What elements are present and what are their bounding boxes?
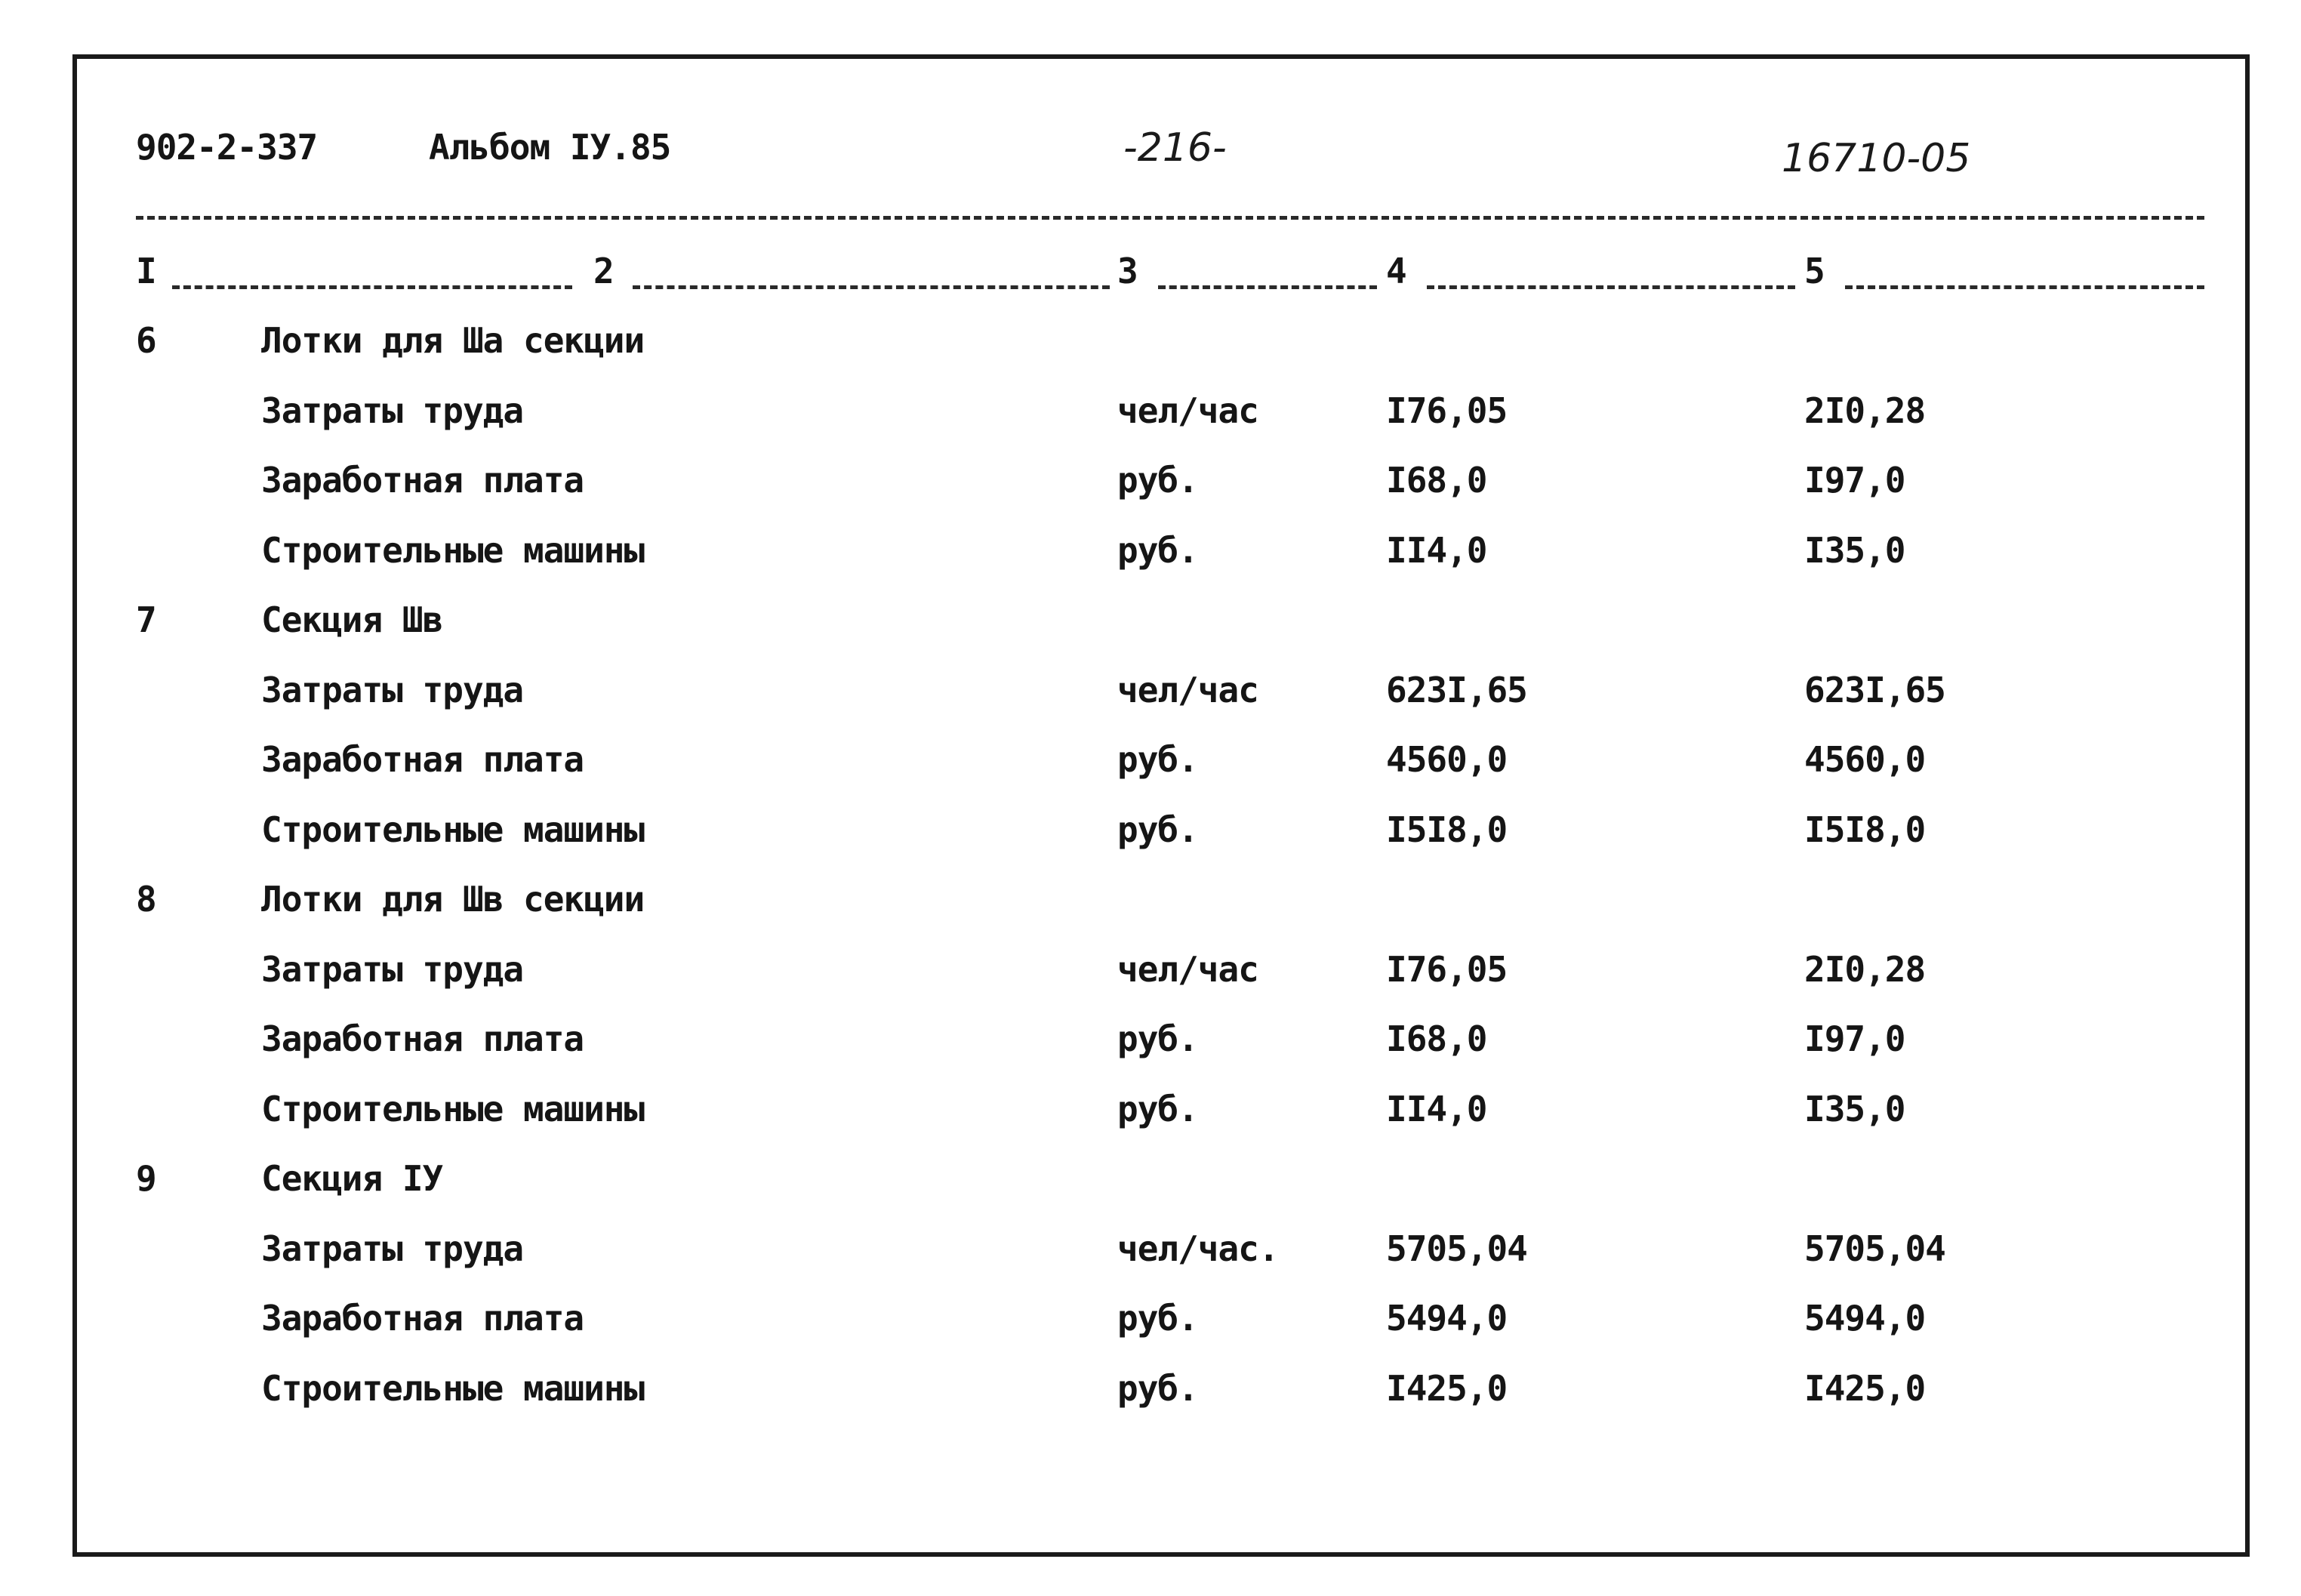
row-number: 8 [136,879,156,920]
row-value-col4: 4560,0 [1386,739,1508,780]
row-value-col5: 5494,0 [1804,1298,1926,1339]
row-unit: руб. [1117,460,1198,501]
row-value-col4: I76,05 [1386,948,1508,990]
row-unit: чел/час [1117,948,1258,990]
row-number: 6 [136,320,156,361]
row-unit: руб. [1117,1018,1198,1059]
col-dash-2 [633,285,1110,289]
row-value-col5: I425,0 [1804,1367,1926,1409]
col-dash-5 [1845,285,2204,289]
row-label: Секция IУ [261,1158,443,1199]
row-value-col5: 5705,04 [1804,1228,1945,1269]
row-label: Секция Шв [261,599,443,640]
header-divider [136,216,2204,220]
row-value-col5: 2I0,28 [1804,390,1926,431]
row-unit: руб. [1117,1367,1198,1409]
row-value-col4: 5705,04 [1386,1228,1527,1269]
row-number: 9 [136,1158,156,1199]
row-number: 7 [136,599,156,640]
col-dash-1 [172,285,572,289]
row-label: Затраты труда [261,669,524,710]
row-unit: руб. [1117,529,1198,571]
row-label: Лотки для Шв секции [261,879,645,920]
row-label: Затраты труда [261,390,524,431]
col-header-2: 2 [593,251,614,291]
row-value-col5: I97,0 [1804,1018,1905,1059]
col-header-1: I [136,251,156,291]
col-header-4: 4 [1386,251,1406,291]
row-value-col4: I425,0 [1386,1367,1508,1409]
col-header-5: 5 [1804,251,1825,291]
row-label: Строительные машины [261,1088,645,1129]
row-value-col4: 623I,65 [1386,669,1527,710]
page-number: -216- [1123,125,1227,171]
row-value-col5: I35,0 [1804,529,1905,571]
row-value-col4: I68,0 [1386,1018,1487,1059]
row-unit: руб. [1117,809,1198,850]
row-label: Строительные машины [261,1367,645,1409]
row-value-col4: I76,05 [1386,390,1508,431]
row-label: Строительные машины [261,529,645,571]
col-dash-3 [1158,285,1377,289]
row-label: Лотки для Шa секции [261,320,645,361]
row-value-col5: 4560,0 [1804,739,1926,780]
archive-code: 16710-05 [1782,136,1971,181]
row-value-col4: I5I8,0 [1386,809,1508,850]
row-value-col5: I35,0 [1804,1088,1905,1129]
doc-code: 902-2-337 [136,127,318,168]
row-label: Строительные машины [261,809,645,850]
row-unit: чел/час [1117,390,1258,431]
row-unit: чел/час [1117,669,1258,710]
row-label: Заработная плата [261,1298,584,1339]
row-value-col5: I5I8,0 [1804,809,1926,850]
row-value-col5: 623I,65 [1804,669,1945,710]
album-label: Альбом IУ.85 [429,127,671,168]
row-value-col5: 2I0,28 [1804,948,1926,990]
row-label: Затраты труда [261,948,524,990]
row-unit: руб. [1117,1088,1198,1129]
row-unit: чел/час. [1117,1228,1279,1269]
row-label: Заработная плата [261,1018,584,1059]
row-unit: руб. [1117,739,1198,780]
col-dash-4 [1427,285,1795,289]
col-header-3: 3 [1117,251,1138,291]
row-value-col4: II4,0 [1386,529,1487,571]
row-value-col4: 5494,0 [1386,1298,1508,1339]
row-label: Заработная плата [261,460,584,501]
row-unit: руб. [1117,1298,1198,1339]
row-label: Затраты труда [261,1228,524,1269]
row-value-col5: I97,0 [1804,460,1905,501]
row-value-col4: II4,0 [1386,1088,1487,1129]
row-value-col4: I68,0 [1386,460,1487,501]
row-label: Заработная плата [261,739,584,780]
